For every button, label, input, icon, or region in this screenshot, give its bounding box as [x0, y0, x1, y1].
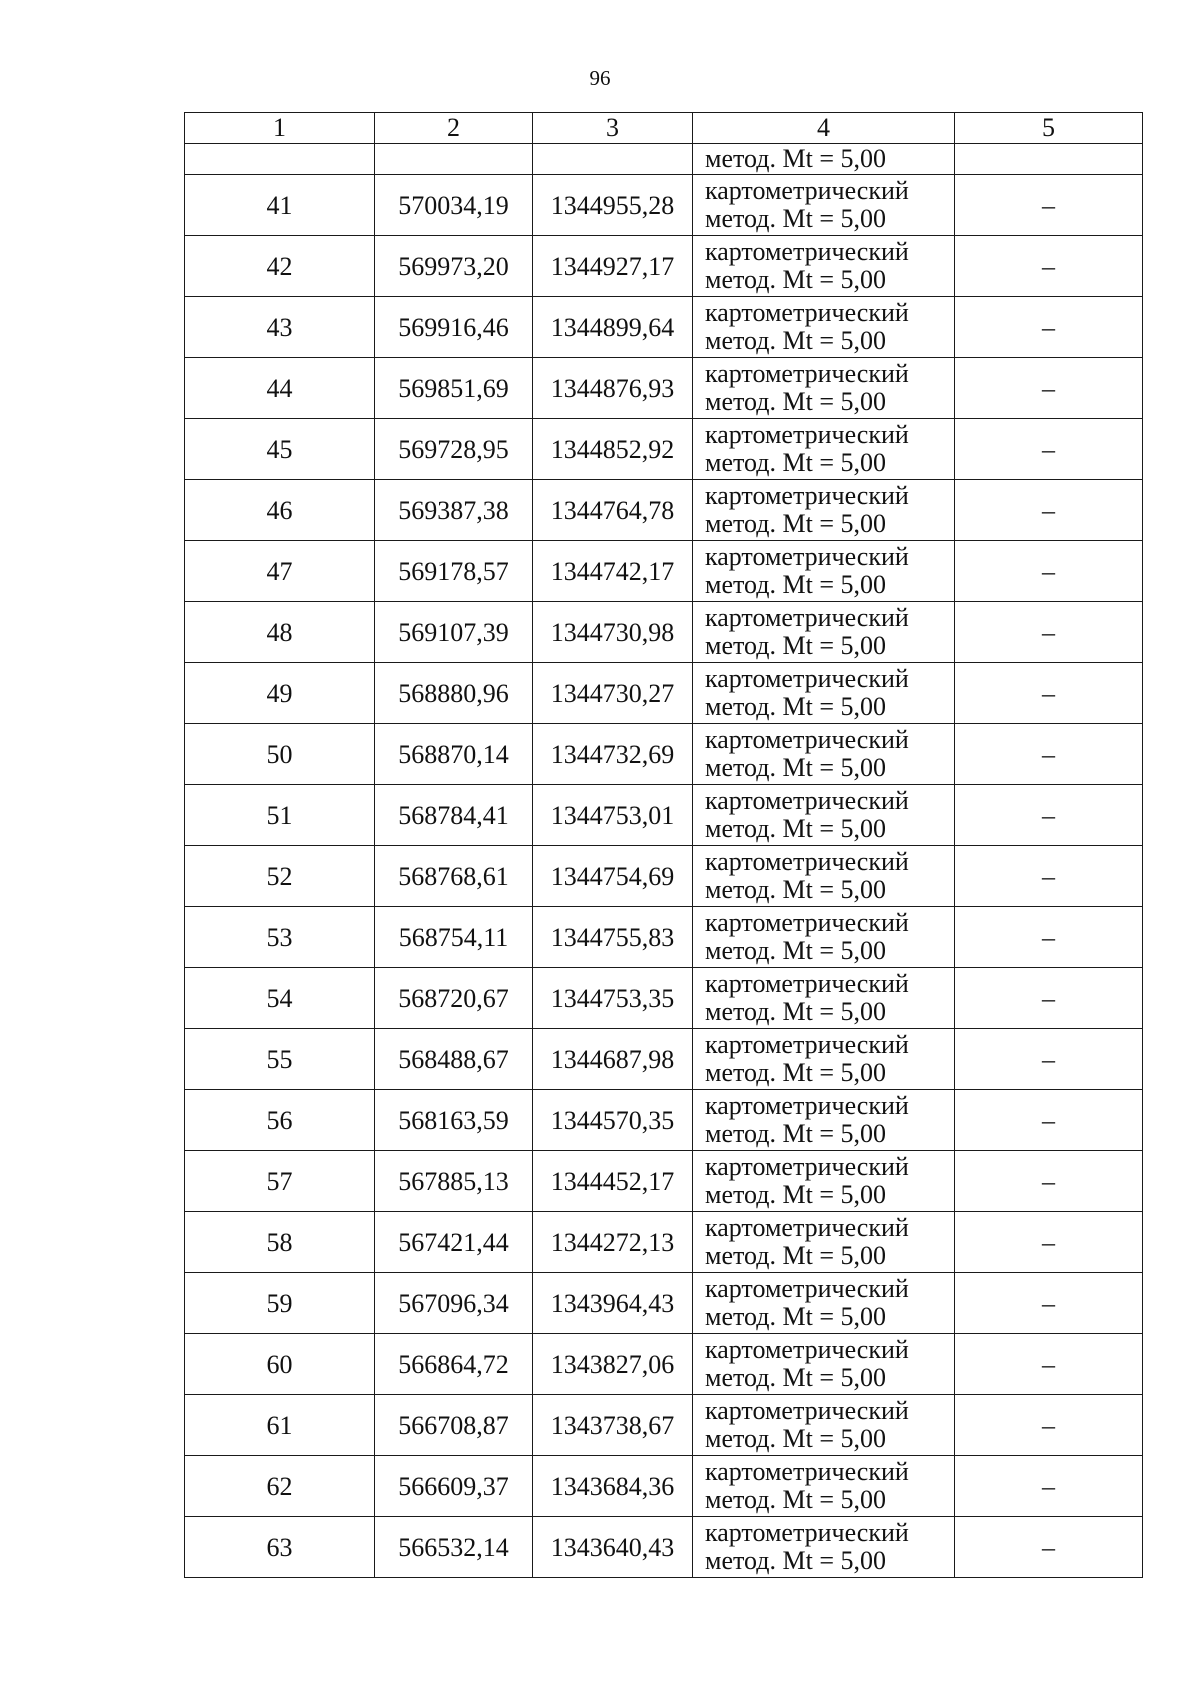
- point-number-cell: 42: [185, 236, 375, 297]
- coordinate-y-cell: 1344732,69: [533, 724, 693, 785]
- method-line-1: картометрический: [705, 603, 909, 632]
- column-header-4: 4: [693, 113, 955, 144]
- method-cell: [693, 1334, 955, 1395]
- coordinate-x-cell: 566532,14: [375, 1517, 533, 1578]
- page-number: 96: [589, 66, 611, 90]
- point-number-cell: 47: [185, 541, 375, 602]
- point-number-cell: 60: [185, 1334, 375, 1395]
- method-line-1: картометрический: [705, 1091, 909, 1120]
- coordinate-x-cell: 569107,39: [375, 602, 533, 663]
- note-cell: –: [955, 1029, 1143, 1090]
- point-number-cell: 50: [185, 724, 375, 785]
- method-line-1: картометрический: [705, 725, 909, 754]
- point-number-cell: 53: [185, 907, 375, 968]
- table-row: [185, 541, 1143, 602]
- column-header-3: 3: [533, 113, 693, 144]
- point-number-cell: 44: [185, 358, 375, 419]
- continuation-row: [185, 144, 1143, 175]
- method-cell: [693, 541, 955, 602]
- column-header-2: 2: [375, 113, 533, 144]
- coordinate-x-cell: 566708,87: [375, 1395, 533, 1456]
- method-line-1: картометрический: [705, 1274, 909, 1303]
- coordinate-y-cell: 1344452,17: [533, 1151, 693, 1212]
- table-row: [185, 968, 1143, 1029]
- method-cell: [693, 1029, 955, 1090]
- coordinate-y-cell: 1343684,36: [533, 1456, 693, 1517]
- coordinate-y-cell: 1343964,43: [533, 1273, 693, 1334]
- coordinate-x-cell: 569916,46: [375, 297, 533, 358]
- method-line-2: метод. Mt = 5,00: [705, 692, 886, 721]
- note-cell: –: [955, 419, 1143, 480]
- coordinate-x-cell: 566864,72: [375, 1334, 533, 1395]
- coordinate-y-cell: 1344927,17: [533, 236, 693, 297]
- method-line-2: метод. Mt = 5,00: [705, 448, 886, 477]
- method-cell: [693, 968, 955, 1029]
- coordinate-x-cell: 568754,11: [375, 907, 533, 968]
- table-row: [185, 358, 1143, 419]
- method-line-2: метод. Mt = 5,00: [705, 936, 886, 965]
- column-header-5: 5: [955, 113, 1143, 144]
- method-cell: [693, 1395, 955, 1456]
- point-number-cell: 56: [185, 1090, 375, 1151]
- method-line-1: картометрический: [705, 1030, 909, 1059]
- table-row: [185, 1029, 1143, 1090]
- method-line-1: картометрический: [705, 298, 909, 327]
- coordinate-y-cell: 1343738,67: [533, 1395, 693, 1456]
- method-cell: [693, 785, 955, 846]
- table-row: [185, 846, 1143, 907]
- method-cell: [693, 419, 955, 480]
- continuation-cell-3: [533, 144, 693, 175]
- coordinate-y-cell: 1343827,06: [533, 1334, 693, 1395]
- method-line-2: метод. Mt = 5,00: [705, 1119, 886, 1148]
- table-row: [185, 297, 1143, 358]
- note-cell: –: [955, 1456, 1143, 1517]
- coordinate-y-cell: 1344570,35: [533, 1090, 693, 1151]
- coordinate-y-cell: 1344955,28: [533, 175, 693, 236]
- point-number-cell: 62: [185, 1456, 375, 1517]
- coordinate-x-cell: 568870,14: [375, 724, 533, 785]
- note-cell: –: [955, 907, 1143, 968]
- method-line-1: картометрический: [705, 481, 909, 510]
- coordinate-x-cell: 567885,13: [375, 1151, 533, 1212]
- method-line-2: метод. Mt = 5,00: [705, 1058, 886, 1087]
- table-row: [185, 1273, 1143, 1334]
- method-line-2: метод. Mt = 5,00: [705, 1424, 886, 1453]
- method-line-1: картометрический: [705, 1213, 909, 1242]
- method-line: метод. Mt = 5,00: [705, 144, 886, 173]
- note-cell: –: [955, 1517, 1143, 1578]
- coordinate-y-cell: 1344753,35: [533, 968, 693, 1029]
- table-row: [185, 1212, 1143, 1273]
- method-line-1: картометрический: [705, 542, 909, 571]
- continuation-cell-2: [375, 144, 533, 175]
- table-row: [185, 1456, 1143, 1517]
- point-number-cell: 41: [185, 175, 375, 236]
- coordinates-table: [184, 112, 1143, 1578]
- continuation-cell-5: [955, 144, 1143, 175]
- method-line-2: метод. Mt = 5,00: [705, 631, 886, 660]
- note-cell: –: [955, 724, 1143, 785]
- table-row: [185, 724, 1143, 785]
- coordinate-x-cell: 569728,95: [375, 419, 533, 480]
- coordinate-y-cell: 1344852,92: [533, 419, 693, 480]
- method-line-1: картометрический: [705, 176, 909, 205]
- method-line-2: метод. Mt = 5,00: [705, 265, 886, 294]
- method-line-2: метод. Mt = 5,00: [705, 997, 886, 1026]
- method-line-1: картометрический: [705, 237, 909, 266]
- method-cell: [693, 175, 955, 236]
- coordinate-y-cell: 1344899,64: [533, 297, 693, 358]
- method-line-2: метод. Mt = 5,00: [705, 1485, 886, 1514]
- method-line-1: картометрический: [705, 420, 909, 449]
- table-row: [185, 1334, 1143, 1395]
- method-line-2: метод. Mt = 5,00: [705, 204, 886, 233]
- method-line-1: картометрический: [705, 1457, 909, 1486]
- coordinate-y-cell: 1344742,17: [533, 541, 693, 602]
- table-row: [185, 907, 1143, 968]
- table-row: [185, 663, 1143, 724]
- method-line-1: картометрический: [705, 786, 909, 815]
- coordinate-x-cell: 566609,37: [375, 1456, 533, 1517]
- point-number-cell: 49: [185, 663, 375, 724]
- coordinate-x-cell: 570034,19: [375, 175, 533, 236]
- method-cell: [693, 907, 955, 968]
- method-line-2: метод. Mt = 5,00: [705, 875, 886, 904]
- point-number-cell: 54: [185, 968, 375, 1029]
- method-line-2: метод. Mt = 5,00: [705, 1363, 886, 1392]
- point-number-cell: 48: [185, 602, 375, 663]
- method-line-2: метод. Mt = 5,00: [705, 753, 886, 782]
- note-cell: –: [955, 663, 1143, 724]
- method-line-2: метод. Mt = 5,00: [705, 387, 886, 416]
- method-line-1: картометрический: [705, 1396, 909, 1425]
- note-cell: –: [955, 1334, 1143, 1395]
- point-number-cell: 55: [185, 1029, 375, 1090]
- point-number-cell: 57: [185, 1151, 375, 1212]
- method-cell: [693, 663, 955, 724]
- note-cell: –: [955, 175, 1143, 236]
- continuation-cell-1: [185, 144, 375, 175]
- coordinate-y-cell: 1344754,69: [533, 846, 693, 907]
- method-line-1: картометрический: [705, 1152, 909, 1181]
- method-line-2: метод. Mt = 5,00: [705, 570, 886, 599]
- method-line-2: метод. Mt = 5,00: [705, 1546, 886, 1575]
- table-row: [185, 785, 1143, 846]
- method-cell: [693, 1273, 955, 1334]
- coordinate-x-cell: 569178,57: [375, 541, 533, 602]
- coordinate-x-cell: 567096,34: [375, 1273, 533, 1334]
- note-cell: –: [955, 541, 1143, 602]
- note-cell: –: [955, 1212, 1143, 1273]
- note-cell: –: [955, 236, 1143, 297]
- note-cell: –: [955, 602, 1143, 663]
- table-header-row: [185, 113, 1143, 144]
- note-cell: –: [955, 480, 1143, 541]
- coordinate-y-cell: 1344876,93: [533, 358, 693, 419]
- coordinate-x-cell: 567421,44: [375, 1212, 533, 1273]
- note-cell: –: [955, 1090, 1143, 1151]
- coordinate-y-cell: 1344764,78: [533, 480, 693, 541]
- method-cell: [693, 297, 955, 358]
- method-cell: [693, 358, 955, 419]
- coordinate-x-cell: 568163,59: [375, 1090, 533, 1151]
- method-line-2: метод. Mt = 5,00: [705, 1241, 886, 1270]
- point-number-cell: 52: [185, 846, 375, 907]
- method-line-2: метод. Mt = 5,00: [705, 814, 886, 843]
- table-row: [185, 1151, 1143, 1212]
- method-cell: [693, 480, 955, 541]
- table-row: [185, 1090, 1143, 1151]
- method-cell: [693, 1090, 955, 1151]
- method-line-2: метод. Mt = 5,00: [705, 1180, 886, 1209]
- method-line-1: картометрический: [705, 908, 909, 937]
- coordinate-y-cell: 1344687,98: [533, 1029, 693, 1090]
- note-cell: –: [955, 785, 1143, 846]
- coordinate-y-cell: 1344730,27: [533, 663, 693, 724]
- point-number-cell: 45: [185, 419, 375, 480]
- method-cell: [693, 1456, 955, 1517]
- coordinate-x-cell: 568768,61: [375, 846, 533, 907]
- coordinate-y-cell: 1344272,13: [533, 1212, 693, 1273]
- method-line-1: картометрический: [705, 1335, 909, 1364]
- note-cell: –: [955, 297, 1143, 358]
- method-line-2: метод. Mt = 5,00: [705, 1302, 886, 1331]
- point-number-cell: 63: [185, 1517, 375, 1578]
- table-row: [185, 1517, 1143, 1578]
- coordinate-x-cell: 568488,67: [375, 1029, 533, 1090]
- note-cell: –: [955, 1273, 1143, 1334]
- method-cell: [693, 724, 955, 785]
- coordinate-y-cell: 1344730,98: [533, 602, 693, 663]
- point-number-cell: 61: [185, 1395, 375, 1456]
- note-cell: –: [955, 1151, 1143, 1212]
- method-line-2: метод. Mt = 5,00: [705, 326, 886, 355]
- method-cell: [693, 1517, 955, 1578]
- point-number-cell: 43: [185, 297, 375, 358]
- method-cell: [693, 602, 955, 663]
- note-cell: –: [955, 846, 1143, 907]
- point-number-cell: 46: [185, 480, 375, 541]
- coordinate-x-cell: 568784,41: [375, 785, 533, 846]
- point-number-cell: 58: [185, 1212, 375, 1273]
- point-number-cell: 51: [185, 785, 375, 846]
- method-line-2: метод. Mt = 5,00: [705, 509, 886, 538]
- coordinate-y-cell: 1344755,83: [533, 907, 693, 968]
- note-cell: –: [955, 968, 1143, 1029]
- method-cell: [693, 1151, 955, 1212]
- method-cell: [693, 846, 955, 907]
- method-cell: [693, 236, 955, 297]
- table-row: [185, 480, 1143, 541]
- method-line-1: картометрический: [705, 359, 909, 388]
- coordinate-x-cell: 568720,67: [375, 968, 533, 1029]
- coordinate-y-cell: 1344753,01: [533, 785, 693, 846]
- table-row: [185, 1395, 1143, 1456]
- coordinate-x-cell: 569387,38: [375, 480, 533, 541]
- table-body: [185, 113, 1143, 1578]
- method-line-1: картометрический: [705, 847, 909, 876]
- coordinate-x-cell: 569973,20: [375, 236, 533, 297]
- note-cell: –: [955, 358, 1143, 419]
- point-number-cell: 59: [185, 1273, 375, 1334]
- method-cell: [693, 1212, 955, 1273]
- coordinate-x-cell: 569851,69: [375, 358, 533, 419]
- note-cell: –: [955, 1395, 1143, 1456]
- coordinate-y-cell: 1343640,43: [533, 1517, 693, 1578]
- method-line-1: картометрический: [705, 664, 909, 693]
- table-row: [185, 236, 1143, 297]
- method-line-1: картометрический: [705, 969, 909, 998]
- continuation-method-cell: [693, 144, 955, 175]
- table-row: [185, 175, 1143, 236]
- method-line-1: картометрический: [705, 1518, 909, 1547]
- coordinate-x-cell: 568880,96: [375, 663, 533, 724]
- table-row: [185, 602, 1143, 663]
- column-header-1: 1: [185, 113, 375, 144]
- table-row: [185, 419, 1143, 480]
